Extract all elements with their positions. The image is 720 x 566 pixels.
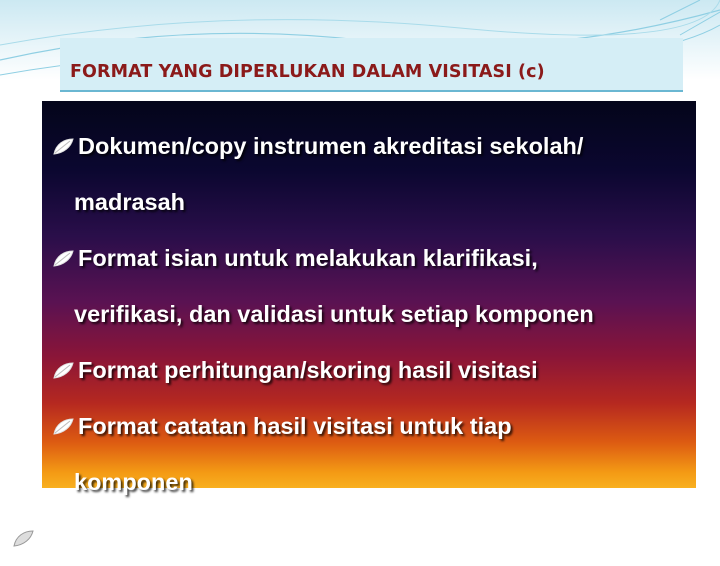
bullet-list xyxy=(38,118,708,566)
bullet-text-line2: madrasah xyxy=(74,189,186,215)
bullet-item xyxy=(48,118,708,174)
bullet-text-line1: Dokumen/copy instrumen akreditasi sekolah/ xyxy=(78,133,584,159)
slide-title: FORMAT YANG DIPERLUKAN DALAM VISITASI (c) xyxy=(70,62,545,82)
bullet-text-line1: Format perhitungan/skoring hasil visitasi xyxy=(78,357,538,383)
leaf-bullet-icon xyxy=(50,248,76,270)
bullet-item xyxy=(48,230,708,286)
leaf-bullet-icon xyxy=(50,416,76,438)
leaf-bullet-icon xyxy=(50,136,76,158)
leaf-bullet-icon xyxy=(10,528,36,550)
bullet-text-line1: Format isian untuk melakukan klarifikasi, xyxy=(78,245,538,271)
bullet-text-line1: Format catatan hasil visitasi untuk tiap xyxy=(78,413,512,439)
bullet-text-line2: verifikasi, dan validasi untuk setiap komponen xyxy=(74,301,594,327)
bullet-item-overflow xyxy=(8,510,708,566)
bullet-text-line1: Format saran dan rekomendasi dari hasil xyxy=(38,525,497,551)
bullet-text-line2: komponen xyxy=(74,469,193,495)
title-bar xyxy=(60,38,683,92)
bullet-continuation xyxy=(48,286,708,342)
bullet-item xyxy=(48,342,708,398)
bullet-continuation xyxy=(48,454,708,510)
leaf-bullet-icon xyxy=(50,360,76,382)
bullet-continuation xyxy=(48,174,708,230)
bullet-item xyxy=(48,398,708,454)
